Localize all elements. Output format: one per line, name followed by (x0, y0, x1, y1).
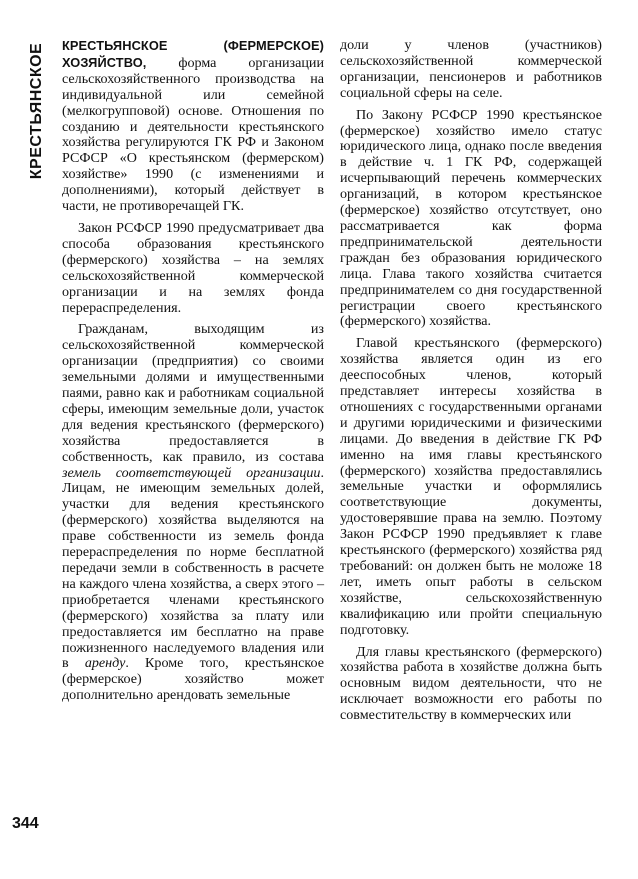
paragraph-continuation (340, 38, 602, 102)
side-header-text: КРЕСТЬЯНСКОЕ (28, 42, 45, 180)
right-column (340, 38, 602, 730)
text-segment: доли у членов (участников) сельскохозяйственной коммерческой (340, 37, 602, 69)
paragraph-head-of-farm: Главой крестьянского (фермерского) хозяйства является один из его дееспособных членов, который представляет интересы хозяйства в отношениях с государственными органами и другими юридическими и физическими лицами. До введения в действие ГК РФ именно на имя главы крестьянского (фермерского) хозяйства предоставлялись земельные участки и оформлялись соответствующие документы, удостоверявшие права на землю. Поэтому Закон РСФСР 1990 предъявляет к главе крестьянского (фермерского) хозяйства ряд требований: он должен быть не моложе 18 лет, иметь опыт работы в сельском хозяйстве, сельскохозяйственную квалификацию или пройти специальную подготовку. (340, 335, 602, 638)
italic-term: земель соответствующей организации (62, 464, 321, 481)
text-segment: организации, пенсионеров и работников социальной сферы на селе. (340, 68, 602, 101)
italic-term: аренду (84, 655, 126, 672)
entry-paragraph (62, 38, 324, 215)
text-segment: . Лицам, не имеющим земельных долей, участки для ведения крестьянского (фермерского) хозяйства выделяются на праве собственности из земель фонда перераспределения по норме бесплатной передачи земли в собственность в расчете на каждого члена хозяйства, а сверх этого – приобретается членами крестьянского (фермерского) хозяйства за плату или предоставляется им бесплатно на праве пожизненного наследуемого владения или в (62, 464, 324, 672)
paragraph-land-allocation (62, 322, 324, 704)
left-column (62, 38, 324, 710)
paragraph-formation-methods: Закон РСФСР 1990 предусматривает два способа образования крестьянского (фермерского) хозяйства – на землях сельскохозяйственной коммерческой организации и на землях фонда перераспределения. (62, 219, 324, 316)
paragraph-main-activity: Для главы крестьянского (фермерского) хозяйства работа в хозяйстве должна быть основным видом деятельности, что не исключает возможности его работы по совместительству в коммерческих или (340, 643, 602, 724)
page-number: 344 (12, 815, 39, 832)
paragraph-legal-status: По Закону РСФСР 1990 крестьянское (фермерское) хозяйство имело статус юридического лица, однако после введения в действие ч. 1 ГК РФ, содержащей исчерпывающий перечень коммерческих организаций, в котором крестьянское (фермерское) хозяйство отсутствует, оно рассматривается как форма предпринимательской деятельности граждан без образования юридического лица. Глава такого хозяйства считается предпринимателем со дня государственной регистрации своего крестьянского (фермерского) хозяйства. (340, 106, 602, 330)
entry-heading: КРЕСТЬЯНСКОЕ (ФЕРМЕРСКОЕ) ХОЗЯЙСТВО, (62, 38, 324, 70)
entry-definition-text: форма организации сельскохозяйственного производства на индивидуальной или семейной (мелкогрупповой) основе. Отношения по созданию и деятельности крестьянского хозяйства регулируются ГК РФ и Законом РСФСР «О крестьянском (фермерском) хозяйстве» 1990 (с изменениями и дополнениями), который действует в части, не противоречащей ГК. (62, 54, 324, 215)
text-segment: Гражданам, выходящим из сельскохозяйственной коммерческой организации (предприятия) со своими земельными долями и имущественными паями, равно как и работникам социальной сферы, имеющим земельные доли, участок для ведения крестьянского (фермерского) хозяйства предоставляется в собственность, как правило, из состава (62, 321, 324, 465)
side-running-header (22, 36, 52, 186)
text-segment: . Кроме того, крестьянское (фермерское) хозяйство может дополнительно арендовать земельные (62, 655, 324, 704)
